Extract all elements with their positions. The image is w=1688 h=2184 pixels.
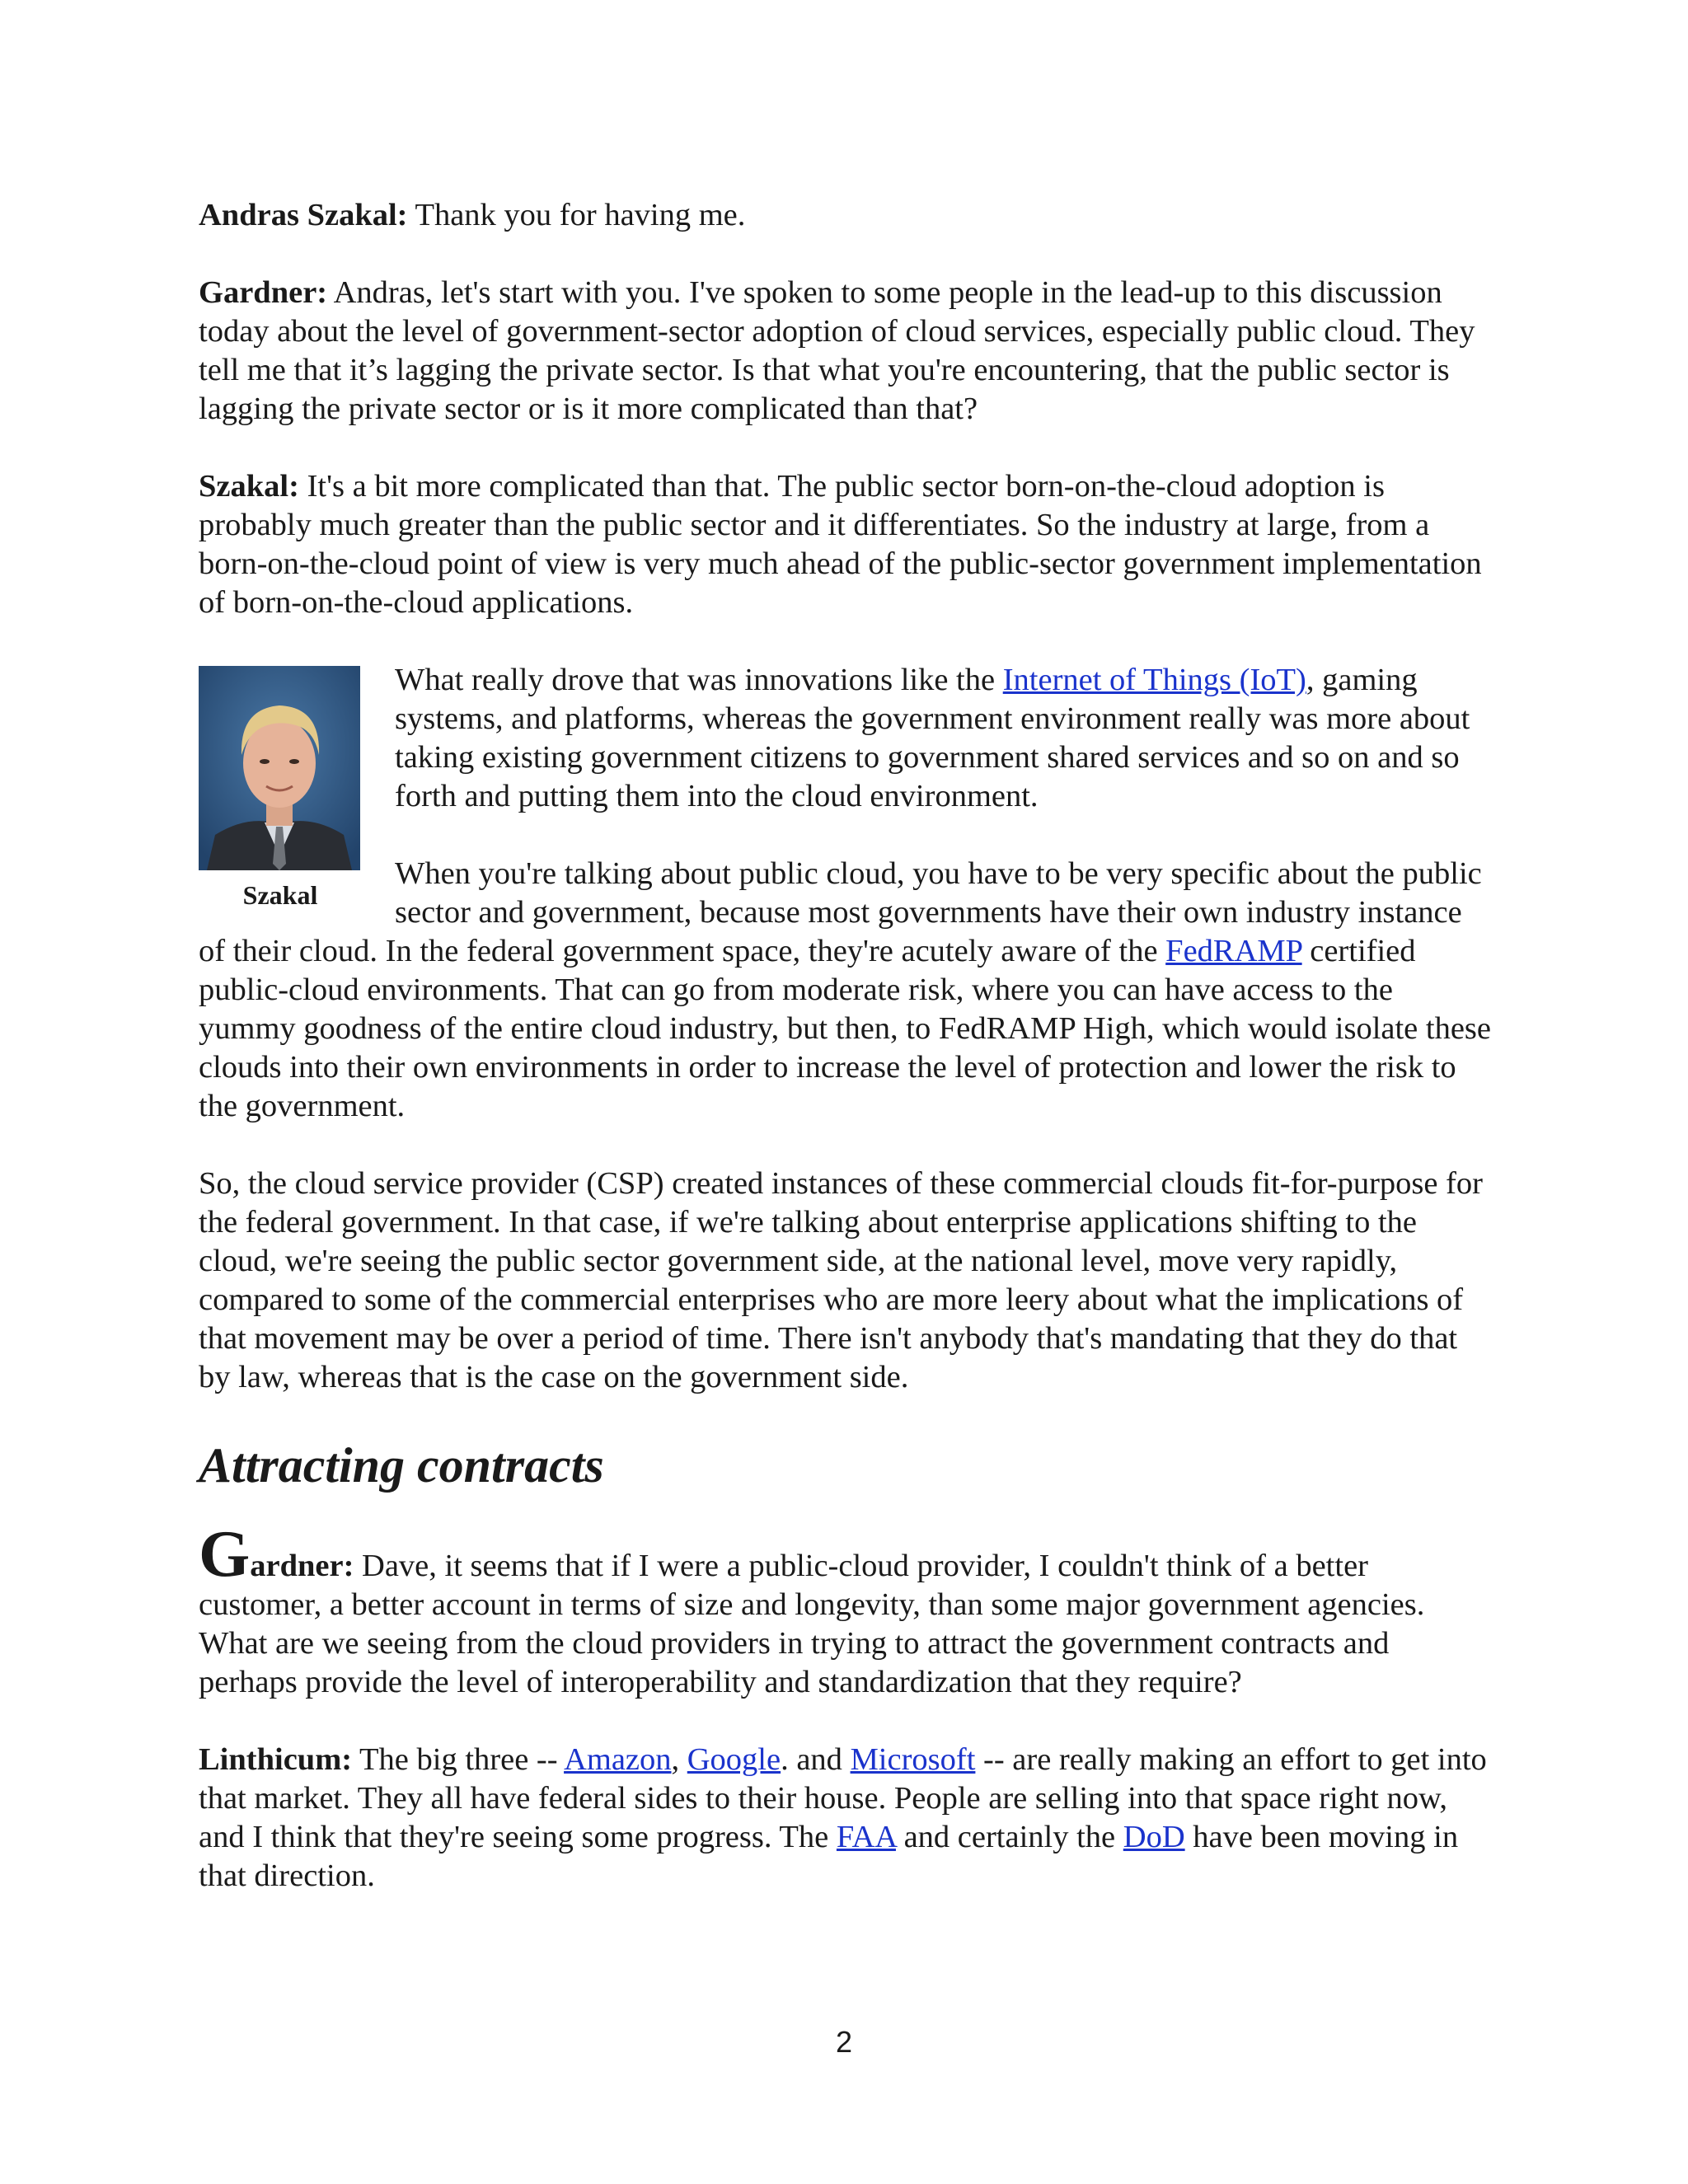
paragraph-text: have been moving in that direction. <box>199 1820 1459 1893</box>
paragraph-szakal-answer <box>199 467 1493 622</box>
paragraph-text: and certainly the <box>895 1820 1123 1854</box>
paragraph-text: Thank you for having me. <box>407 198 746 232</box>
portrait-image <box>199 666 360 870</box>
paragraph-gardner-contracts <box>199 1518 1493 1702</box>
paragraph-text: The big three -- <box>352 1742 565 1777</box>
paragraph-text: , gaming systems, and platforms, whereas the government environment really was more about taking existing government citizens to government shared services and so on and so forth and putting them into the cloud environment. <box>395 663 1470 813</box>
paragraph-text: . and <box>781 1742 851 1777</box>
speaker-label: Linthicum: <box>199 1742 353 1777</box>
paragraph-text: What really drove that was innovations like the <box>395 663 1003 697</box>
photo-caption: Szakal <box>242 880 318 910</box>
link-amazon[interactable]: Amazon <box>564 1742 672 1777</box>
link-microsoft[interactable]: Microsoft <box>850 1742 976 1777</box>
speaker-label: Szakal: <box>199 469 299 504</box>
paragraph-text: When you're talking about public cloud, you have to be very specific about the public sector and government, because most governments have their own industry instance of their cloud. In the federal government space, they're acutely aware of the <box>199 856 1482 968</box>
section-heading: Attracting contracts <box>199 1438 604 1493</box>
szakal-portrait-photo <box>199 666 360 870</box>
link-internet-of-things[interactable]: Internet of Things (IoT) <box>1002 663 1306 697</box>
paragraph-text: Andras, let's start with you. I've spoken to some people in the lead-up to this discussion today about the level of government-sector adoption of cloud services, especially public cloud. They tell me that it’s lagging the private sector. Is that what you're encountering, that the public sector is lagging the private sector or is it more complicated than that? <box>199 275 1475 426</box>
paragraph-text: So, the cloud service provider (CSP) created instances of these commercial clouds fit-for-purpose for the federal government. In that case, if we're talking about enterprise applications shifting to the cloud, we're seeing the public sector government side, at the national level, move very rapidly, compared to some of the commercial enterprises who are more leery about what the implications of that movement may be over a period of time. There isn't anybody that's mandating that they do that by law, whereas that is the case on the government side. <box>199 1166 1483 1394</box>
paragraph-gardner-question <box>199 274 1493 429</box>
link-google[interactable]: Google <box>687 1742 781 1777</box>
paragraph-csp-instances <box>199 1165 1493 1397</box>
paragraph-text: Dave, it seems that if I were a public-cloud provider, I couldn't think of a better customer, a better account in terms of size and longevity, than some major government agencies. What are we seeing from the cloud providers in trying to attract the government contracts and perhaps provide the level of interoperability and standardization that they require? <box>199 1549 1425 1699</box>
drop-cap: G <box>199 1518 251 1591</box>
paragraph-fedramp <box>199 855 1493 1126</box>
paragraph-iot-drivers <box>199 661 1493 816</box>
speaker-label: Andras Szakal: <box>199 198 408 232</box>
link-faa[interactable]: FAA <box>836 1820 896 1854</box>
paragraph-text: , <box>671 1742 687 1777</box>
page-number: 2 <box>835 2025 853 2059</box>
link-fedramp[interactable]: FedRAMP <box>1165 934 1302 968</box>
speaker-label <box>199 1518 354 1591</box>
speaker-photo-block <box>199 666 362 912</box>
link-dod[interactable]: DoD <box>1123 1820 1185 1854</box>
paragraph-linthicum-big-three <box>199 1741 1493 1896</box>
speaker-label-rest: ardner: <box>250 1549 354 1583</box>
paragraph-szakal-thanks <box>199 196 1493 235</box>
speaker-label: Gardner: <box>199 275 328 310</box>
article-body <box>199 196 1493 1934</box>
paragraph-text: -- are really making an effort to get into that market. They all have federal sides to their house. People are selling into that space right now, and I think that they're seeing some progress. The <box>199 1742 1487 1854</box>
paragraph-text: It's a bit more complicated than that. The public sector born-on-the-cloud adoption is probably much greater than the public sector and it differentiates. So the industry at large, from a born-on-the-cloud point of view is very much ahead of the public-sector government implementation of born-on-the-cloud applications. <box>199 469 1482 620</box>
paragraph-text: certified public-cloud environments. That can go from moderate risk, where you can have access to the yummy goodness of the entire cloud industry, but then, to FedRAMP High, which would isolate these clouds into their own environments in order to increase the level of protection and lower the risk to the government. <box>199 934 1491 1123</box>
